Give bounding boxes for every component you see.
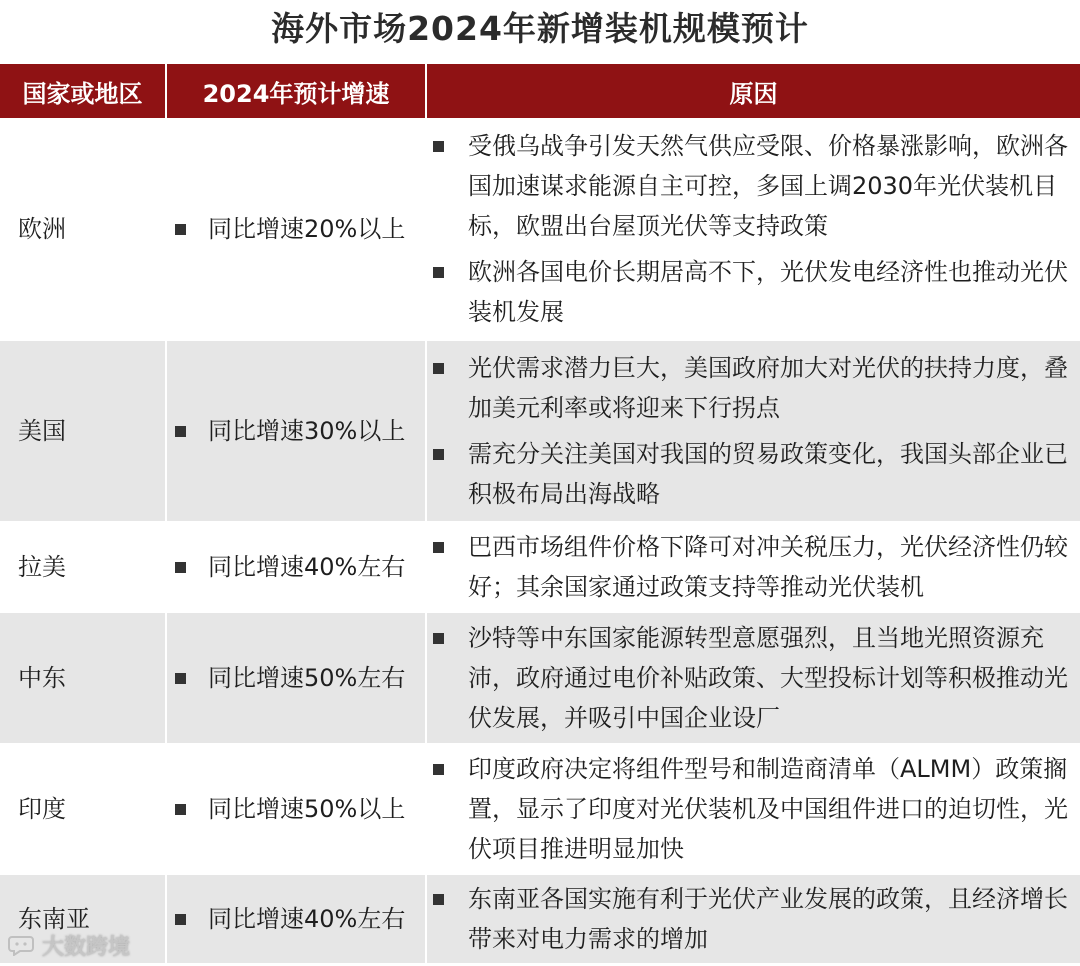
reason-item: 巴西市场组件价格下降可对冲关税压力，光伏经济性仍较好；其余国家通过政策支持等推动光伏装机 — [427, 527, 1074, 607]
chat-bubble-icon — [8, 934, 34, 956]
growth-cell — [166, 744, 426, 874]
table-row-latin-america — [0, 522, 1080, 612]
reason-item: 欧洲各国电价长期居高不下，光伏发电经济性也推动光伏装机发展 — [427, 252, 1074, 332]
growth-cell — [166, 612, 426, 744]
region-cell: 中东 — [0, 612, 166, 744]
reason-item: 东南亚各国实施有利于光伏产业发展的政策，且经济增长带来对电力需求的增加 — [427, 879, 1074, 959]
region-cell: 拉美 — [0, 522, 166, 612]
bullet-square-icon — [175, 804, 186, 815]
table-header-row — [0, 64, 1080, 118]
growth-cell — [166, 118, 426, 340]
region-cell: 美国 — [0, 340, 166, 522]
region-cell: 印度 — [0, 744, 166, 874]
reason-cell — [426, 522, 1080, 612]
bullet-square-icon — [175, 673, 186, 684]
table-row-europe — [0, 118, 1080, 340]
table-row-india — [0, 744, 1080, 874]
table-row-middle-east — [0, 612, 1080, 744]
bullet-square-icon — [433, 363, 444, 374]
region-cell: 东南亚 — [0, 874, 166, 964]
header-reason: 原因 — [426, 64, 1080, 118]
bullet-square-icon — [175, 562, 186, 573]
forecast-table — [0, 64, 1080, 965]
growth-cell — [166, 340, 426, 522]
growth-cell — [166, 874, 426, 964]
bullet-square-icon — [433, 894, 444, 905]
bullet-square-icon — [433, 449, 444, 460]
reason-cell — [426, 874, 1080, 964]
growth-cell — [166, 522, 426, 612]
region-cell: 欧洲 — [0, 118, 166, 340]
bullet-square-icon — [175, 914, 186, 925]
growth-text: 同比增速40%左右 — [208, 553, 406, 581]
growth-text: 同比增速30%以上 — [208, 417, 406, 445]
reason-item: 沙特等中东国家能源转型意愿强烈，且当地光照资源充沛，政府通过电价补贴政策、大型投标计划等积极推动光伏发展，并吸引中国企业设厂 — [427, 618, 1074, 738]
bullet-square-icon — [433, 267, 444, 278]
reason-item: 印度政府决定将组件型号和制造商清单（ALMM）政策搁置，显示了印度对光伏装机及中国组件进口的迫切性，光伏项目推进明显加快 — [427, 749, 1074, 869]
bullet-square-icon — [175, 224, 186, 235]
reason-item: 需充分关注美国对我国的贸易政策变化，我国头部企业已积极布局出海战略 — [427, 434, 1074, 514]
watermark — [8, 930, 130, 960]
growth-text: 同比增速50%以上 — [208, 795, 406, 823]
table-row-southeast-asia — [0, 874, 1080, 964]
reason-cell — [426, 612, 1080, 744]
growth-text: 同比增速50%左右 — [208, 664, 406, 692]
reason-cell — [426, 118, 1080, 340]
watermark-text: 大数跨境 — [42, 934, 131, 960]
bullet-square-icon — [433, 141, 444, 152]
growth-text: 同比增速40%左右 — [208, 905, 406, 933]
header-region: 国家或地区 — [0, 64, 166, 118]
reason-cell — [426, 744, 1080, 874]
reason-item: 受俄乌战争引发天然气供应受限、价格暴涨影响，欧洲各国加速谋求能源自主可控，多国上调2030年光伏装机目标，欧盟出台屋顶光伏等支持政策 — [427, 126, 1074, 246]
bullet-square-icon — [175, 426, 186, 437]
growth-text: 同比增速20%以上 — [208, 214, 406, 243]
bullet-square-icon — [433, 764, 444, 775]
page-title: 海外市场2024年新增装机规模预计 — [271, 9, 809, 48]
bullet-square-icon — [433, 542, 444, 553]
table-row-usa — [0, 340, 1080, 522]
bullet-square-icon — [433, 633, 444, 644]
reason-item: 光伏需求潜力巨大，美国政府加大对光伏的扶持力度，叠加美元利率或将迎来下行拐点 — [427, 348, 1074, 428]
reason-cell — [426, 340, 1080, 522]
header-growth: 2024年预计增速 — [166, 64, 426, 118]
